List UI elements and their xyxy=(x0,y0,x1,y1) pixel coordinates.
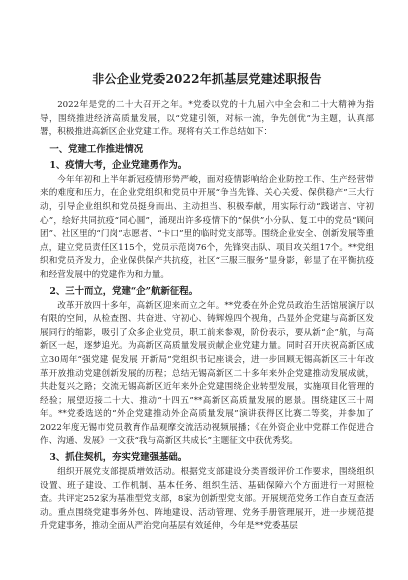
intro-paragraph: 2022年是党的二十大召开之年。*党委以党的十九届六中全会和二十大精神为指导，围绕推进经济高质量发展，以“党建引领，对标一流，争先创优”为主题，认真部署，积极推进高新区企业党建工作。现将有关工作总结如下： xyxy=(40,100,374,138)
subsection-1-text: 今年年初和上半年新冠疫情形势严峻，面对疫情影响给企业防控工作、生产经营带来的难度和压力，在企业党组织和党员中开展“争当先锋、关心关爱、保供稳产”三大行动，引导企业组织和党员挺身而出、主动担当、积极奉献，用实际行动“践诺言、守初心”，绘好共同抗疫“同心圆”，涌现出许多疫情下的“保供”小分队、复工中的党员“顾问团”、社区里的“门岗”志愿者、“卡口”里的临时党支部等。围绕企业安全、创新发展等重点，建立党员责任区115个，党员示范岗76个，先锋突击队、项目攻关组17个。**党组织和党员齐发力，企业保供保产共抗疫，社区“三服三服务”显身影，彰显了在平衡抗疫和经营发展中的党建作为和力量。 xyxy=(40,174,374,280)
subsection-heading-1: 1、疫情大考，企业党建勇作为。 xyxy=(49,159,188,171)
document-title: 非公企业党委2022年抓基层党建述职报告 xyxy=(92,72,322,86)
subsection-heading-3: 3、抓住契机，夯实党建强基础。 xyxy=(49,452,188,464)
subsection-3-text: 组织开展党支部提质增效活动。根据党支部建设分类晋级评价工作要求，围绕组织设置、班子建设、工作机制、基本任务、组织生活、基础保障六个方面进行一对照检查。共评定252家为基准型党支部，8家为创新型党支部。开展规范党务工作自查互查活动。重点围绕党建事务外包、阵地建设、活动管理、党务手册管理展开，进一步规范提升党建事务，推动全面从严治党向基层有效延伸，今年是**党委基层 xyxy=(40,467,374,532)
subsection-heading-2: 2、三十而立，党建“企”航新征程。 xyxy=(49,285,198,297)
section-heading: 一、党建工作推进情况 xyxy=(49,143,144,155)
subsection-2-text: 改革开放四十多年，高新区迎来而立之年。**党委在外企党员政治生活馆展演厅以有限的空间，从检查图、共奋进、守初心、铸辉煌四个视角，凸显外企党建与高新区发展同行的缩影，吸引了众多企业党员，职工前来参观，阶份表示，要从新“企”航，与高新区一起，逐梦追光。为高新区高质量发展贡献企业党建力量。同时召开庆祝高新区成立30周年“强党建 促发展 开新局”党组织书记座谈会，进一步回顾无锡高新区三十年改革开放推动党建创新发展的历程；总结无锡高新区二十多年来外企党建推动发展成就，共赴复兴之路；交流无锡高新区近年来外企党建围绕企业转型发展，实施项目化管理的经验；展望迈接二十大、推动“十四五”**高新区高质量发展的愿景。围绕建区三十周年。**党委选送的“外企党建推动外企高质量发展”演讲获得区比赛二等奖，并参加了2022年度无锡市党员教育作品观摩交流活动视频展播；《在外资企业中党群工作促进合作、沟通、发展》一文获“我与高新区共成长”主题征文中获优秀奖。 xyxy=(40,300,374,447)
